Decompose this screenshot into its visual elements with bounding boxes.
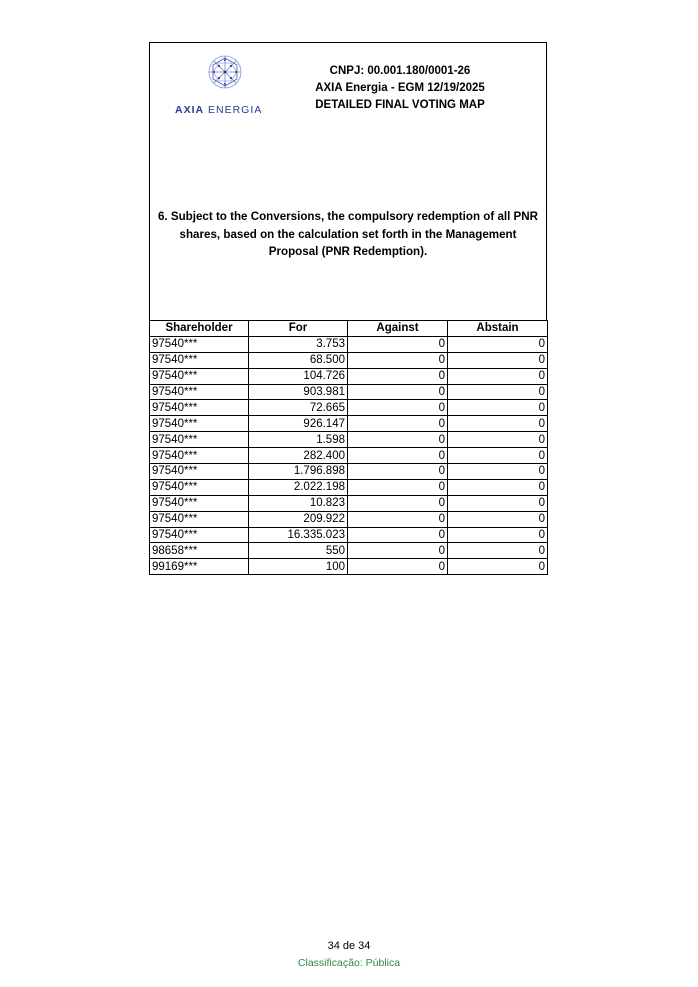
shareholder-cell: 97540*** <box>150 336 249 352</box>
for-cell: 2.022.198 <box>249 479 348 495</box>
logo-wordmark: AXIA ENERGIA <box>175 104 263 116</box>
table-row <box>150 495 548 511</box>
table-row <box>150 352 548 368</box>
table-row <box>150 368 548 384</box>
shareholder-cell: 97540*** <box>150 479 249 495</box>
logo-sphere-icon <box>205 53 245 91</box>
abstain-cell: 0 <box>448 559 548 575</box>
shareholder-cell: 97540*** <box>150 511 249 527</box>
for-cell: 68.500 <box>249 352 348 368</box>
against-cell: 0 <box>348 448 448 464</box>
against-cell: 0 <box>348 400 448 416</box>
map-title: DETAILED FINAL VOTING MAP <box>315 99 485 111</box>
abstain-cell: 0 <box>448 400 548 416</box>
against-cell: 0 <box>348 559 448 575</box>
abstain-cell: 0 <box>448 352 548 368</box>
against-cell: 0 <box>348 432 448 448</box>
against-cell: 0 <box>348 495 448 511</box>
for-cell: 72.665 <box>249 400 348 416</box>
for-cell: 104.726 <box>249 368 348 384</box>
against-cell: 0 <box>348 511 448 527</box>
abstain-cell: 0 <box>448 495 548 511</box>
against-cell: 0 <box>348 416 448 432</box>
col-abstain: Abstain <box>448 321 548 337</box>
shareholder-cell: 97540*** <box>150 495 249 511</box>
abstain-cell: 0 <box>448 336 548 352</box>
shareholder-cell: 99169*** <box>150 559 249 575</box>
shareholder-cell: 97540*** <box>150 384 249 400</box>
abstain-cell: 0 <box>448 527 548 543</box>
shareholder-cell: 97540*** <box>150 352 249 368</box>
table-row <box>150 527 548 543</box>
shareholder-cell: 97540*** <box>150 464 249 480</box>
against-cell: 0 <box>348 527 448 543</box>
for-cell: 1.796.898 <box>249 464 348 480</box>
table-row <box>150 543 548 559</box>
shareholder-cell: 97540*** <box>150 432 249 448</box>
col-against: Against <box>348 321 448 337</box>
table-row <box>150 559 548 575</box>
shareholder-cell: 98658*** <box>150 543 249 559</box>
for-cell: 10.823 <box>249 495 348 511</box>
header-box <box>149 42 547 321</box>
table-header-row <box>150 321 548 337</box>
abstain-cell: 0 <box>448 432 548 448</box>
meeting-line: AXIA Energia - EGM 12/19/2025 <box>315 82 485 94</box>
table-row <box>150 336 548 352</box>
for-cell: 550 <box>249 543 348 559</box>
abstain-cell: 0 <box>448 479 548 495</box>
table-row <box>150 448 548 464</box>
for-cell: 282.400 <box>249 448 348 464</box>
shareholder-cell: 97540*** <box>150 527 249 543</box>
for-cell: 209.922 <box>249 511 348 527</box>
for-cell: 100 <box>249 559 348 575</box>
table-row <box>150 432 548 448</box>
company-logo <box>162 51 263 116</box>
for-cell: 16.335.023 <box>249 527 348 543</box>
table-row <box>150 511 548 527</box>
table-row <box>150 384 548 400</box>
for-cell: 3.753 <box>249 336 348 352</box>
against-cell: 0 <box>348 384 448 400</box>
page-number: 34 de 34 <box>327 940 371 952</box>
cnpj-line: CNPJ: 00.001.180/0001-26 <box>329 65 471 77</box>
col-for: For <box>249 321 348 337</box>
abstain-cell: 0 <box>448 448 548 464</box>
voting-table <box>149 320 548 575</box>
table-row <box>150 416 548 432</box>
against-cell: 0 <box>348 543 448 559</box>
table-row <box>150 400 548 416</box>
against-cell: 0 <box>348 368 448 384</box>
shareholder-cell: 97540*** <box>150 400 249 416</box>
abstain-cell: 0 <box>448 368 548 384</box>
against-cell: 0 <box>348 336 448 352</box>
abstain-cell: 0 <box>448 384 548 400</box>
abstain-cell: 0 <box>448 543 548 559</box>
col-shareholder: Shareholder <box>150 321 249 337</box>
abstain-cell: 0 <box>448 511 548 527</box>
for-cell: 926.147 <box>249 416 348 432</box>
against-cell: 0 <box>348 479 448 495</box>
classification-label: Classificação: Pública <box>297 957 401 969</box>
for-cell: 903.981 <box>249 384 348 400</box>
shareholder-cell: 97540*** <box>150 368 249 384</box>
table-row <box>150 479 548 495</box>
for-cell: 1.598 <box>249 432 348 448</box>
shareholder-cell: 97540*** <box>150 416 249 432</box>
abstain-cell: 0 <box>448 464 548 480</box>
shareholder-cell: 97540*** <box>150 448 249 464</box>
against-cell: 0 <box>348 464 448 480</box>
against-cell: 0 <box>348 352 448 368</box>
resolution-question: 6. Subject to the Conversions, the compulsory redemption of all PNR shares, based on the calculation set forth in the Management Proposal (PNR Redemption). <box>157 210 539 258</box>
abstain-cell: 0 <box>448 416 548 432</box>
table-row <box>150 464 548 480</box>
